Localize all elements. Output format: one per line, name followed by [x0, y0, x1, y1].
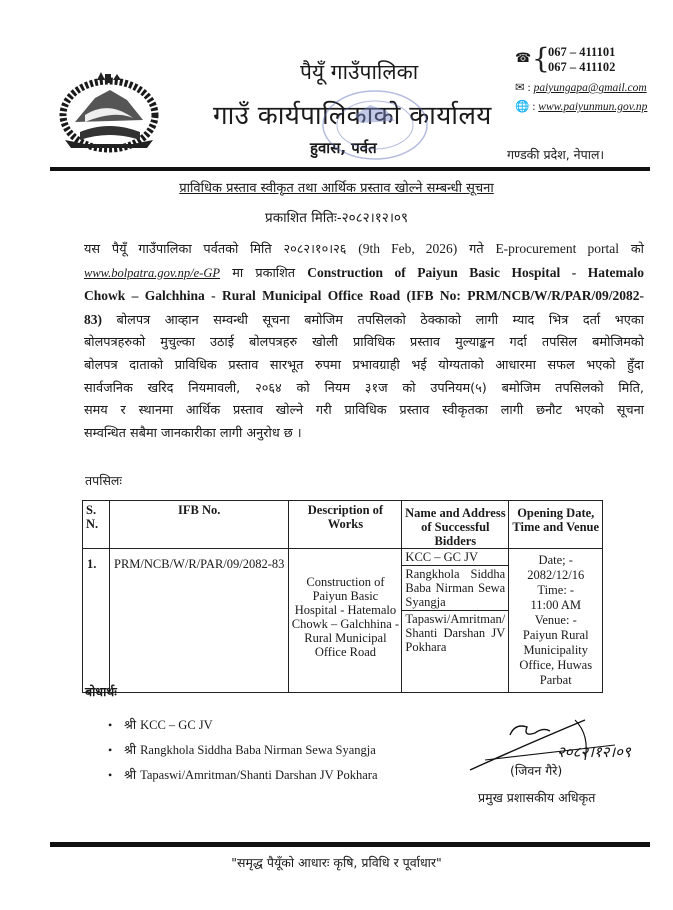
cc-recipient: KCC – GC JV: [140, 718, 213, 732]
body-text: मा प्रकाशित: [232, 265, 296, 281]
email-link[interactable]: paiyungapa@gmail.com: [533, 82, 647, 94]
cell-description: Construction of Paiyun Basic Hospital - Hatemalo Chowk – Galchhina - Rural Municipal Office Road: [289, 549, 402, 693]
published-date: प्रकाशित मितिः-२०८२।१२।०९: [265, 210, 408, 226]
time-label: Time: -: [537, 583, 575, 597]
website-row: [515, 99, 647, 113]
notice-body: [84, 238, 644, 445]
body-text: बोलपत्र आव्हान सम्वन्धी सूचना बमोजिम तपसिलको ठेक्काको लागी म्याद भित्र दर्ता भएका: [116, 312, 644, 328]
ifb-suffix: 83): [84, 311, 102, 327]
english-date: (9th Feb, 2026): [358, 241, 458, 256]
bidder-item: KCC – GC JV: [402, 549, 508, 566]
colon: :: [532, 101, 539, 113]
nepal-government-emblem: [55, 70, 163, 154]
footer-divider: [50, 842, 650, 847]
cc-recipient: Tapaswi/Amritman/Shanti Darshan JV Pokhara: [140, 768, 378, 782]
header-opening: Opening Date, Time and Venue: [509, 501, 603, 549]
colon: :: [527, 82, 534, 94]
org-name: पैयूँ गाउँपालिका: [300, 60, 419, 84]
table-row: [83, 549, 603, 693]
body-line: बोलपत्रहरुको मुचुल्का उठाई बोलपत्रहरु खोली प्राविधिक प्रस्ताव मुल्याङ्कन गर्दा तपसिल बमोजिमको: [84, 335, 644, 351]
opening-date: 2082/12/16: [527, 568, 585, 582]
phone-row: [515, 44, 673, 78]
body-line: समय र स्थानमा आर्थिक प्रस्ताव खोल्ने गरी प्राविधिक प्रस्ताव स्वीकृतका लागी छनौट भएको सूचना: [84, 403, 644, 419]
list-item: [108, 766, 378, 791]
globe-icon: 🌐: [515, 101, 530, 113]
cell-sn: 1.: [83, 549, 110, 693]
body-line: सार्वजनिक खरिद नियमावली, २०६४ को नियम ३१ज को उपनियम(५) बमोजिम तपसिलको मिति,: [84, 380, 644, 396]
phone-number-2: 067 – 411102: [548, 60, 616, 74]
cell-opening: [509, 549, 603, 693]
body-text: को: [630, 242, 644, 257]
footer-slogan: "समृद्ध पैयूँको आधारः कृषि, प्रविधि र पूर्वाधार": [231, 855, 442, 870]
cc-recipient: Rangkhola Siddha Baba Nirman Sewa Syangja: [140, 743, 376, 757]
notice-title: [0, 178, 673, 196]
province-label: गण्डकी प्रदेश, नेपाल।: [507, 147, 605, 162]
honorific: श्री: [124, 767, 137, 782]
details-label: तपसिलः: [85, 473, 122, 488]
header-description: Description of Works: [289, 501, 402, 549]
office-address: हुवास, पर्वत: [310, 139, 377, 157]
cc-list: [108, 716, 378, 791]
body-text: गते: [469, 242, 484, 257]
header-ifb: IFB No.: [110, 501, 289, 549]
bidder-item: Tapaswi/Amritman/ Shanti Darshan JV Pokhara: [405, 612, 506, 654]
body-line: बोलपत्र दाताको प्राविधिक प्रस्ताव सारभूत रुपमा प्रभावग्राही भई योग्यताको आधारमा सफल भएको हुँदा: [84, 357, 644, 373]
date-label: Date; -: [538, 553, 573, 567]
bullet-icon: •: [108, 768, 113, 782]
opening-time: 11:00 AM: [530, 598, 582, 612]
office-stamp: [315, 85, 435, 165]
office-name: गाउँ कार्यपालिकाको कार्यालय: [213, 101, 492, 131]
body-line: सम्वन्धित सबैमा जानकारीका लागी अनुरोध छ ।: [84, 425, 302, 441]
bidder-item: Rangkhola Siddha Baba Nirman Sewa Syangja: [402, 566, 508, 611]
website-link[interactable]: www.paiyunmun.gov.np: [538, 101, 648, 113]
honorific: श्री: [124, 717, 137, 732]
handwritten-date: २०८२।१२।०९: [557, 743, 631, 761]
telephone-icon: ☎: [515, 50, 532, 65]
table-header-row: [83, 501, 603, 549]
envelope-icon: ✉: [515, 82, 525, 94]
cell-ifb: PRM/NCB/W/R/PAR/09/2082-83: [110, 549, 289, 693]
honorific: श्री: [124, 742, 137, 757]
bid-details-table: [82, 500, 603, 693]
project-name: Construction of Paiyun Basic Hospital - Hatemalo: [307, 264, 644, 280]
bullet-icon: •: [108, 743, 113, 757]
list-item: [108, 741, 378, 766]
bullet-icon: •: [108, 718, 113, 732]
phone-number-1: 067 – 411101: [548, 45, 616, 59]
body-line: [84, 309, 644, 333]
notice-title-text: प्राविधिक प्रस्ताव स्वीकृत तथा आर्थिक प्रस्ताव खोल्ने सम्बन्धी सूचना: [179, 181, 494, 196]
signer-name: (जिवन गैरे): [510, 763, 563, 778]
header-divider: [50, 167, 650, 171]
bolpatra-link[interactable]: www.bolpatra.gov.np/e-GP: [84, 265, 220, 280]
header-sn: S. N.: [83, 501, 110, 549]
brace: {: [532, 42, 550, 75]
portal-name: E-procurement portal: [495, 241, 620, 256]
cc-label: बोधार्थः: [85, 684, 117, 699]
opening-venue: Paiyun Rural Municipality Office, Huwas Parbat: [519, 628, 593, 687]
project-name: Chowk – Galchhina - Rural Municipal Office Road (IFB No: PRM/NCB/W/R/PAR/09/2082-: [84, 288, 644, 304]
header-bidders: Name and Address of Successful Bidders: [402, 501, 509, 549]
body-line: [84, 262, 644, 286]
email-row: [515, 80, 647, 94]
list-item: [108, 716, 378, 741]
venue-label: Venue: -: [534, 613, 577, 627]
body-line: [84, 238, 644, 262]
cell-bidders: [402, 549, 509, 693]
signer-title: प्रमुख प्रशासकीय अधिकृत: [478, 790, 596, 805]
body-line: [84, 285, 644, 309]
body-text: यस पैयूँ गाउँपालिका पर्वतको मिति २०८२।१०।२६: [84, 242, 347, 257]
